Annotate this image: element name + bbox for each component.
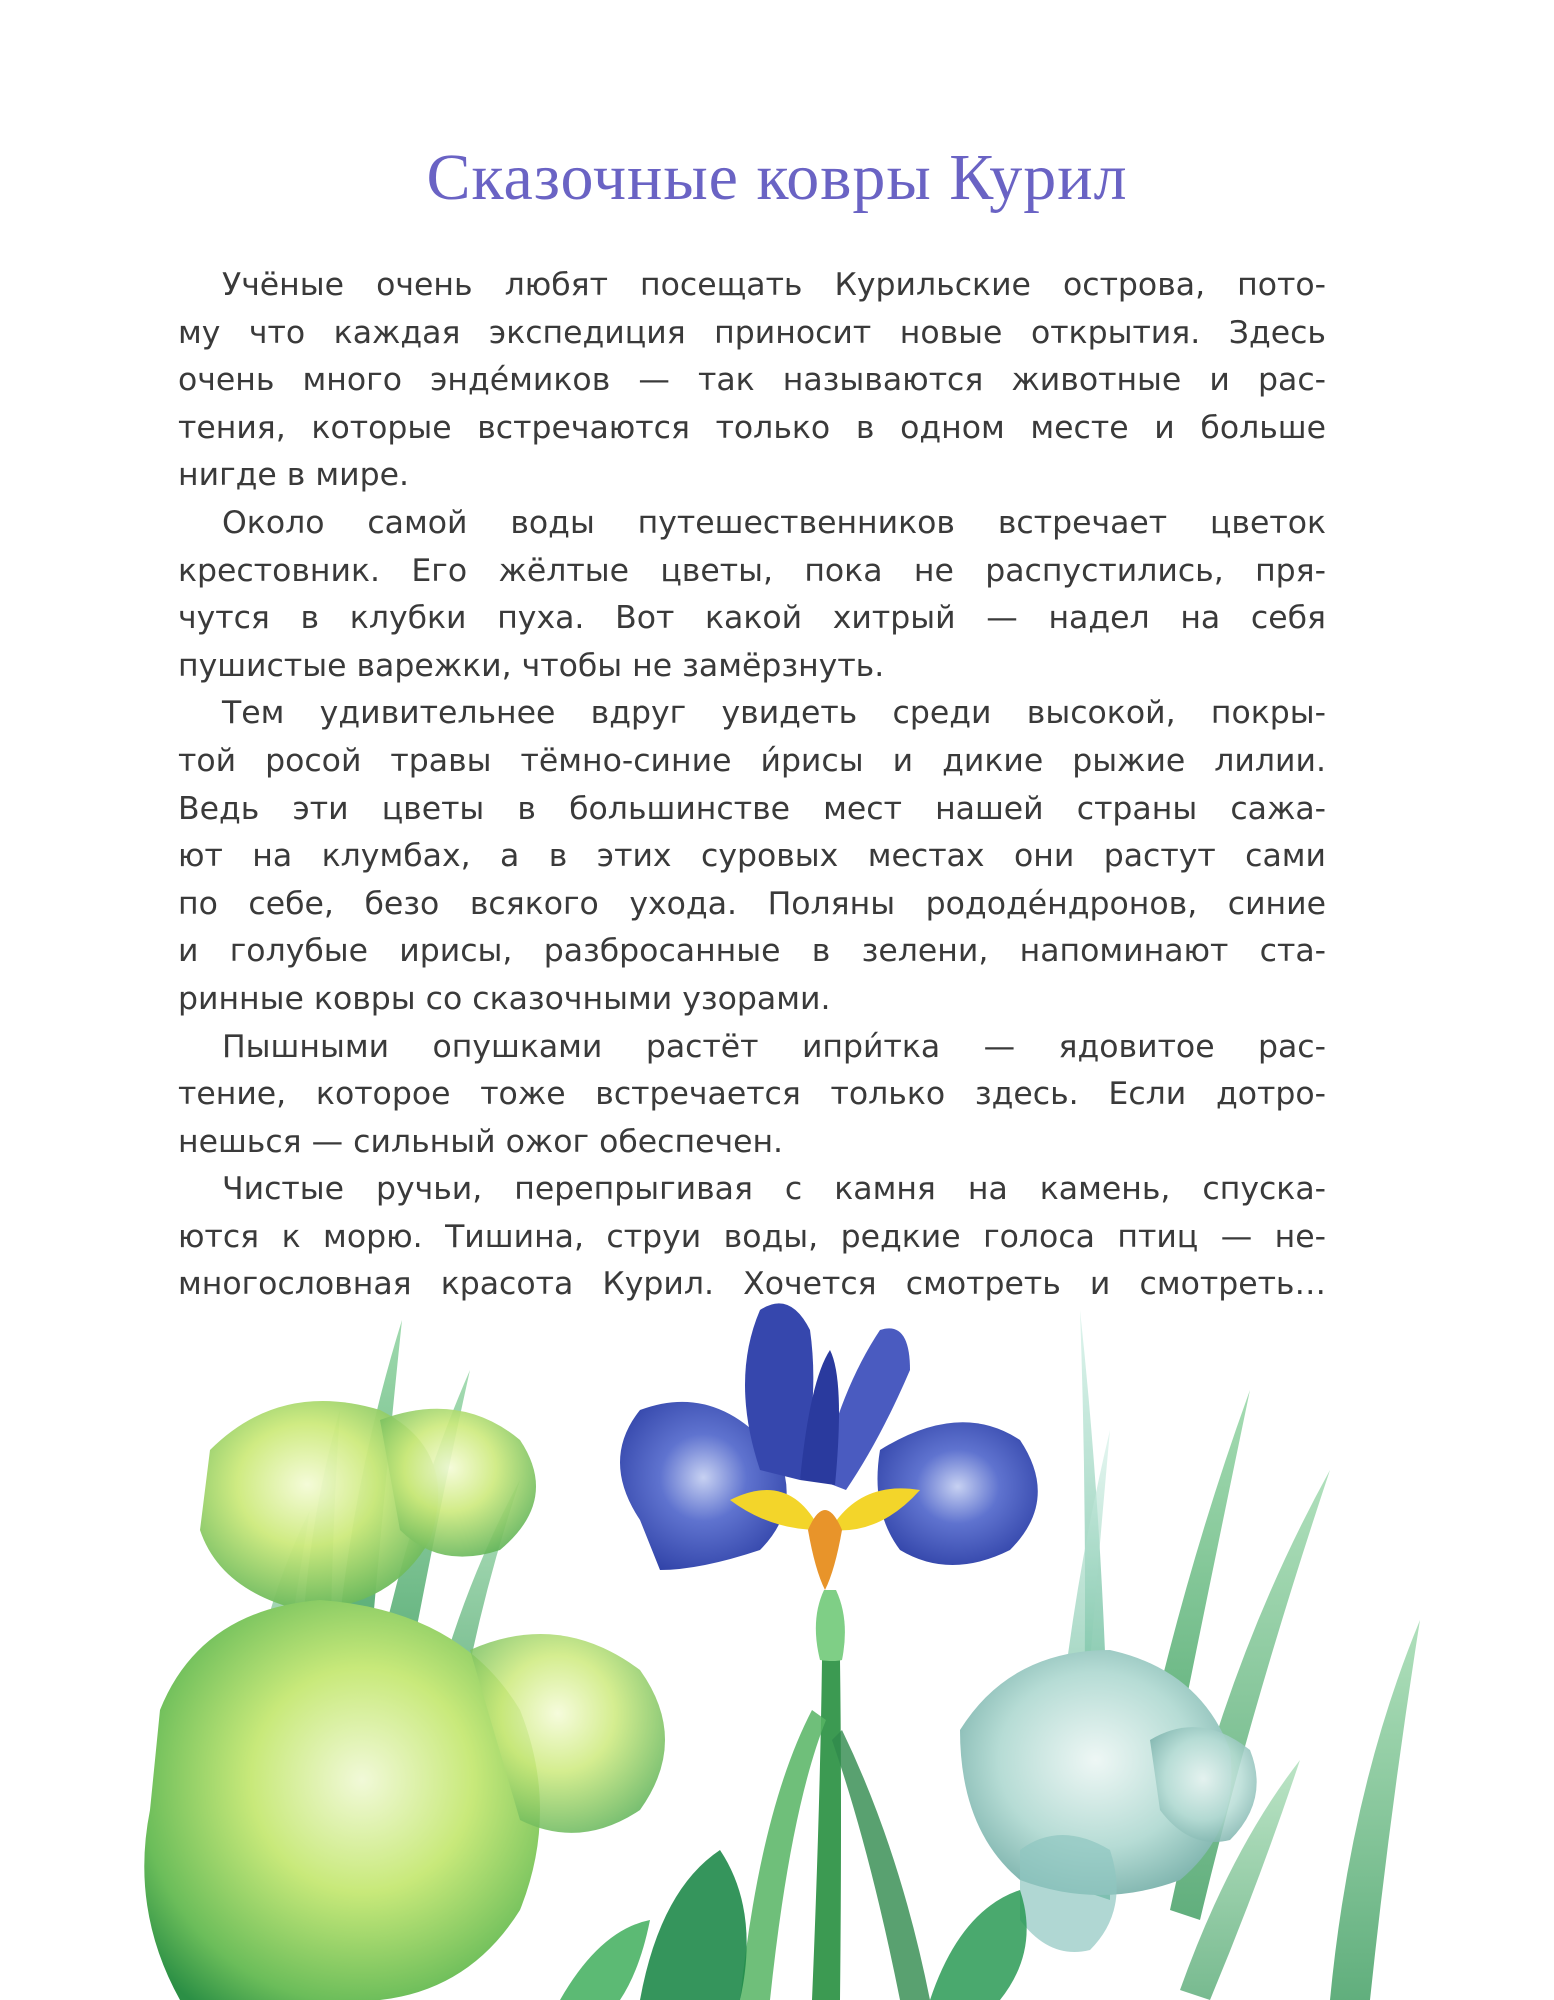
article-body [178,262,1326,1309]
paragraph-4 [178,1024,1326,1167]
paragraph-3 [178,690,1326,1023]
text-line: ринные ковры со сказочными узорами. [178,980,831,1017]
text-line: Ведь эти цветы в большинстве мест нашей страны сажа- [178,790,1326,827]
text-line: тение, которое тоже встречается только здесь. Если дотро- [178,1076,1326,1113]
text-line: той росой травы тёмно-синие и́рисы и дикие рыжие лилии. [178,742,1326,779]
paragraph-1 [178,262,1326,500]
text-line: ют на клумбах, а в этих суровых местах они растут сами [178,838,1326,875]
text-line: нигде в мире. [178,457,409,494]
paragraph-5 [178,1166,1326,1309]
text-line: по себе, безо всякого ухода. Поляны рододе́ндронов, синие [178,885,1326,922]
text-line: му что каждая экспедиция приносит новые открытия. Здесь [178,314,1326,351]
text-line: очень много энде́миков — так называются животные и рас- [178,362,1326,399]
text-line: крестовник. Его жёлтые цветы, пока не распустились, пря- [178,552,1326,589]
text-line: пушистые варежки, чтобы не замёрзнуть. [178,647,885,684]
text-line: и голубые ирисы, разбросанные в зелени, напоминают ста- [178,933,1326,970]
text-line: Чистые ручьи, перепрыгивая с камня на камень, спуска- [222,1171,1326,1208]
text-line: Тем удивительнее вдруг увидеть среди высокой, покры- [222,695,1326,732]
text-line: ются к морю. Тишина, струи воды, редкие голоса птиц — не- [178,1218,1326,1255]
text-line: Пышными опушками растёт ипри́тка — ядовитое рас- [222,1028,1326,1065]
dark-leaves-bottom [560,1850,1027,2000]
text-line: многословная красота Курил. Хочется смотреть и смотреть… [178,1266,1326,1303]
iris-stem [740,1660,930,2000]
text-line: Учёные очень любят посещать Курильские острова, пото- [222,267,1326,303]
light-leaves-left [144,1401,665,2000]
text-line: чутся в клубки пуха. Вот какой хитрый — надел на себя [178,600,1326,637]
iris-flower [620,1303,1038,1661]
page-title: Сказочные ковры Курил [426,141,1128,214]
text-line: тения, которые встречаются только в одном месте и больше [178,409,1326,446]
paragraph-2 [178,500,1326,690]
iris-illustration [0,1290,1554,2000]
text-line: нешься — сильный ожог обеспечен. [178,1123,784,1160]
text-line: Около самой воды путешественников встречает цветок [222,504,1326,541]
